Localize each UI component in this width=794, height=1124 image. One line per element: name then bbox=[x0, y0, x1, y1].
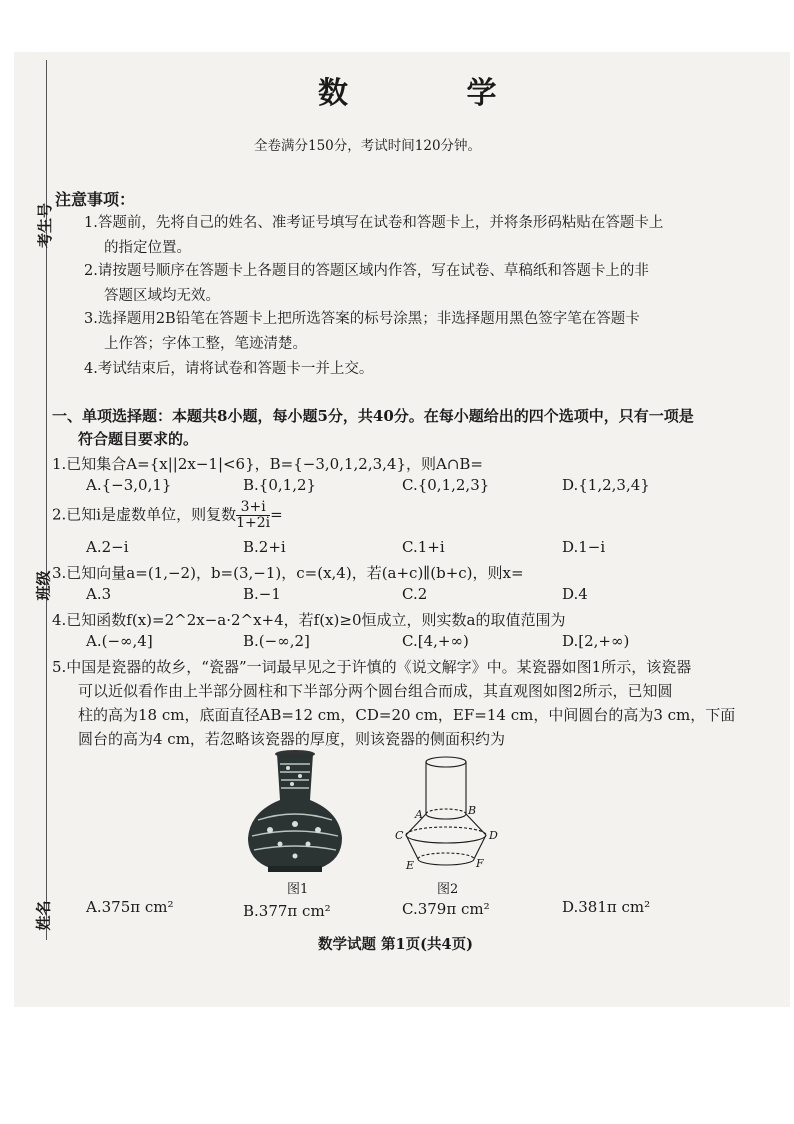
figure-2-caption: 图2 bbox=[437, 882, 459, 897]
page-footer: 数学试题 第1页(共4页) bbox=[318, 936, 473, 953]
q3-option-d: D.4 bbox=[562, 585, 588, 603]
q1-option-c: C.{0,1,2,3} bbox=[402, 476, 490, 494]
q5-option-a: A.375π cm² bbox=[86, 898, 174, 916]
q2-stem-pre: 2.已知i是虚数单位，则复数 bbox=[52, 505, 237, 524]
q5-option-c: C.379π cm² bbox=[402, 900, 490, 918]
q1-option-b: B.{0,1,2} bbox=[243, 476, 317, 494]
q5-option-b: B.377π cm² bbox=[243, 902, 331, 920]
question-2-stem bbox=[52, 500, 283, 531]
q3-option-b: B.−1 bbox=[243, 585, 281, 603]
notice-line: 3.选择题用2B铅笔在答题卡上把所选答案的标号涂黑；非选择题用黑色签字笔在答题卡 bbox=[84, 311, 640, 327]
point-label-e: E bbox=[406, 859, 415, 872]
side-label-class: 班级 bbox=[34, 570, 53, 601]
q2-fraction-denominator: 1+2i bbox=[236, 515, 271, 531]
figure-1-vase bbox=[240, 748, 350, 876]
q5-option-d: D.381π cm² bbox=[562, 898, 651, 916]
notice-line: 2.请按题号顺序在答题卡上各题目的答题区域内作答，写在试卷、草稿纸和答题卡上的非 bbox=[84, 263, 649, 279]
point-label-d: D bbox=[489, 829, 498, 842]
question-4-stem: 4.已知函数f(x)=2^2x−a·2^x+4，若f(x)≥0恒成立，则实数a的取值范围为 bbox=[52, 611, 566, 629]
notice-line: 1.答题前，先将自己的姓名、准考证号填写在试卷和答题卡上，并将条形码粘贴在答题卡上 bbox=[84, 215, 664, 231]
figure-2-diagram bbox=[388, 748, 508, 876]
q4-option-a: A.(−∞,4] bbox=[86, 632, 153, 650]
notice-line: 答题区域均无效。 bbox=[104, 288, 220, 304]
question-1-stem: 1.已知集合A={x||2x−1|<6}，B={−3,0,1,2,3,4}，则A∩B= bbox=[52, 455, 483, 473]
q2-option-d: D.1−i bbox=[562, 538, 606, 556]
section-heading-cont: 符合题目要求的。 bbox=[78, 430, 199, 448]
q3-option-c: C.2 bbox=[402, 585, 428, 603]
notice-heading: 注意事项： bbox=[55, 190, 136, 209]
q2-fraction-numerator: 3+i bbox=[236, 500, 270, 516]
point-label-c: C bbox=[395, 829, 404, 842]
q1-option-d: D.{1,2,3,4} bbox=[562, 476, 650, 494]
question-5-stem-line: 柱的高为18 cm，底面直径AB=12 cm，CD=20 cm，EF=14 cm，中间圆台的高为3 cm，下面 bbox=[78, 706, 736, 724]
notice-line: 的指定位置。 bbox=[104, 240, 191, 256]
notice-line: 4.考试结束后，请将试卷和答题卡一并上交。 bbox=[84, 361, 374, 377]
side-label-name: 姓名 bbox=[34, 900, 53, 931]
q3-option-a: A.3 bbox=[86, 585, 112, 603]
q4-option-c: C.[4,+∞) bbox=[402, 632, 469, 650]
question-5-stem-line: 5.中国是瓷器的故乡，“瓷器”一词最早见之于许慎的《说文解字》中。某瓷器如图1所示，该瓷器 bbox=[52, 658, 692, 676]
exam-subtitle: 全卷满分150分，考试时间120分钟。 bbox=[254, 138, 482, 154]
figure-1-caption: 图1 bbox=[287, 882, 309, 897]
q4-option-d: D.[2,+∞) bbox=[562, 632, 630, 650]
q2-option-b: B.2+i bbox=[243, 538, 286, 556]
question-5-stem-line: 圆台的高为4 cm，若忽略该瓷器的厚度，则该瓷器的侧面积约为 bbox=[78, 730, 505, 748]
q4-option-b: B.(−∞,2] bbox=[243, 632, 310, 650]
section-heading: 一、单项选择题：本题共8小题，每小题5分，共40分。在每小题给出的四个选项中，只有一项是 bbox=[52, 407, 694, 425]
point-label-f: F bbox=[476, 857, 484, 870]
point-label-b: B bbox=[468, 804, 477, 817]
q2-option-c: C.1+i bbox=[402, 538, 445, 556]
q2-stem-post: = bbox=[270, 505, 283, 524]
binding-margin-line bbox=[46, 60, 47, 940]
side-label-exam-no: 考生号 bbox=[36, 202, 55, 249]
question-3-stem: 3.已知向量a=(1,−2)，b=(3,−1)，c=(x,4)，若(a+c)∥(b+c)，则x= bbox=[52, 564, 524, 582]
q2-option-a: A.2−i bbox=[86, 538, 129, 556]
point-label-a: A bbox=[415, 808, 423, 821]
page-title: 数 学 bbox=[318, 76, 551, 111]
question-5-stem-line: 可以近似看作由上半部分圆柱和下半部分两个圆台组合而成，其直观图如图2所示，已知圆 bbox=[78, 682, 673, 700]
q1-option-a: A.{−3,0,1} bbox=[86, 476, 172, 494]
notice-line: 上作答；字体工整，笔迹清楚。 bbox=[104, 336, 307, 352]
q2-fraction bbox=[236, 500, 270, 531]
